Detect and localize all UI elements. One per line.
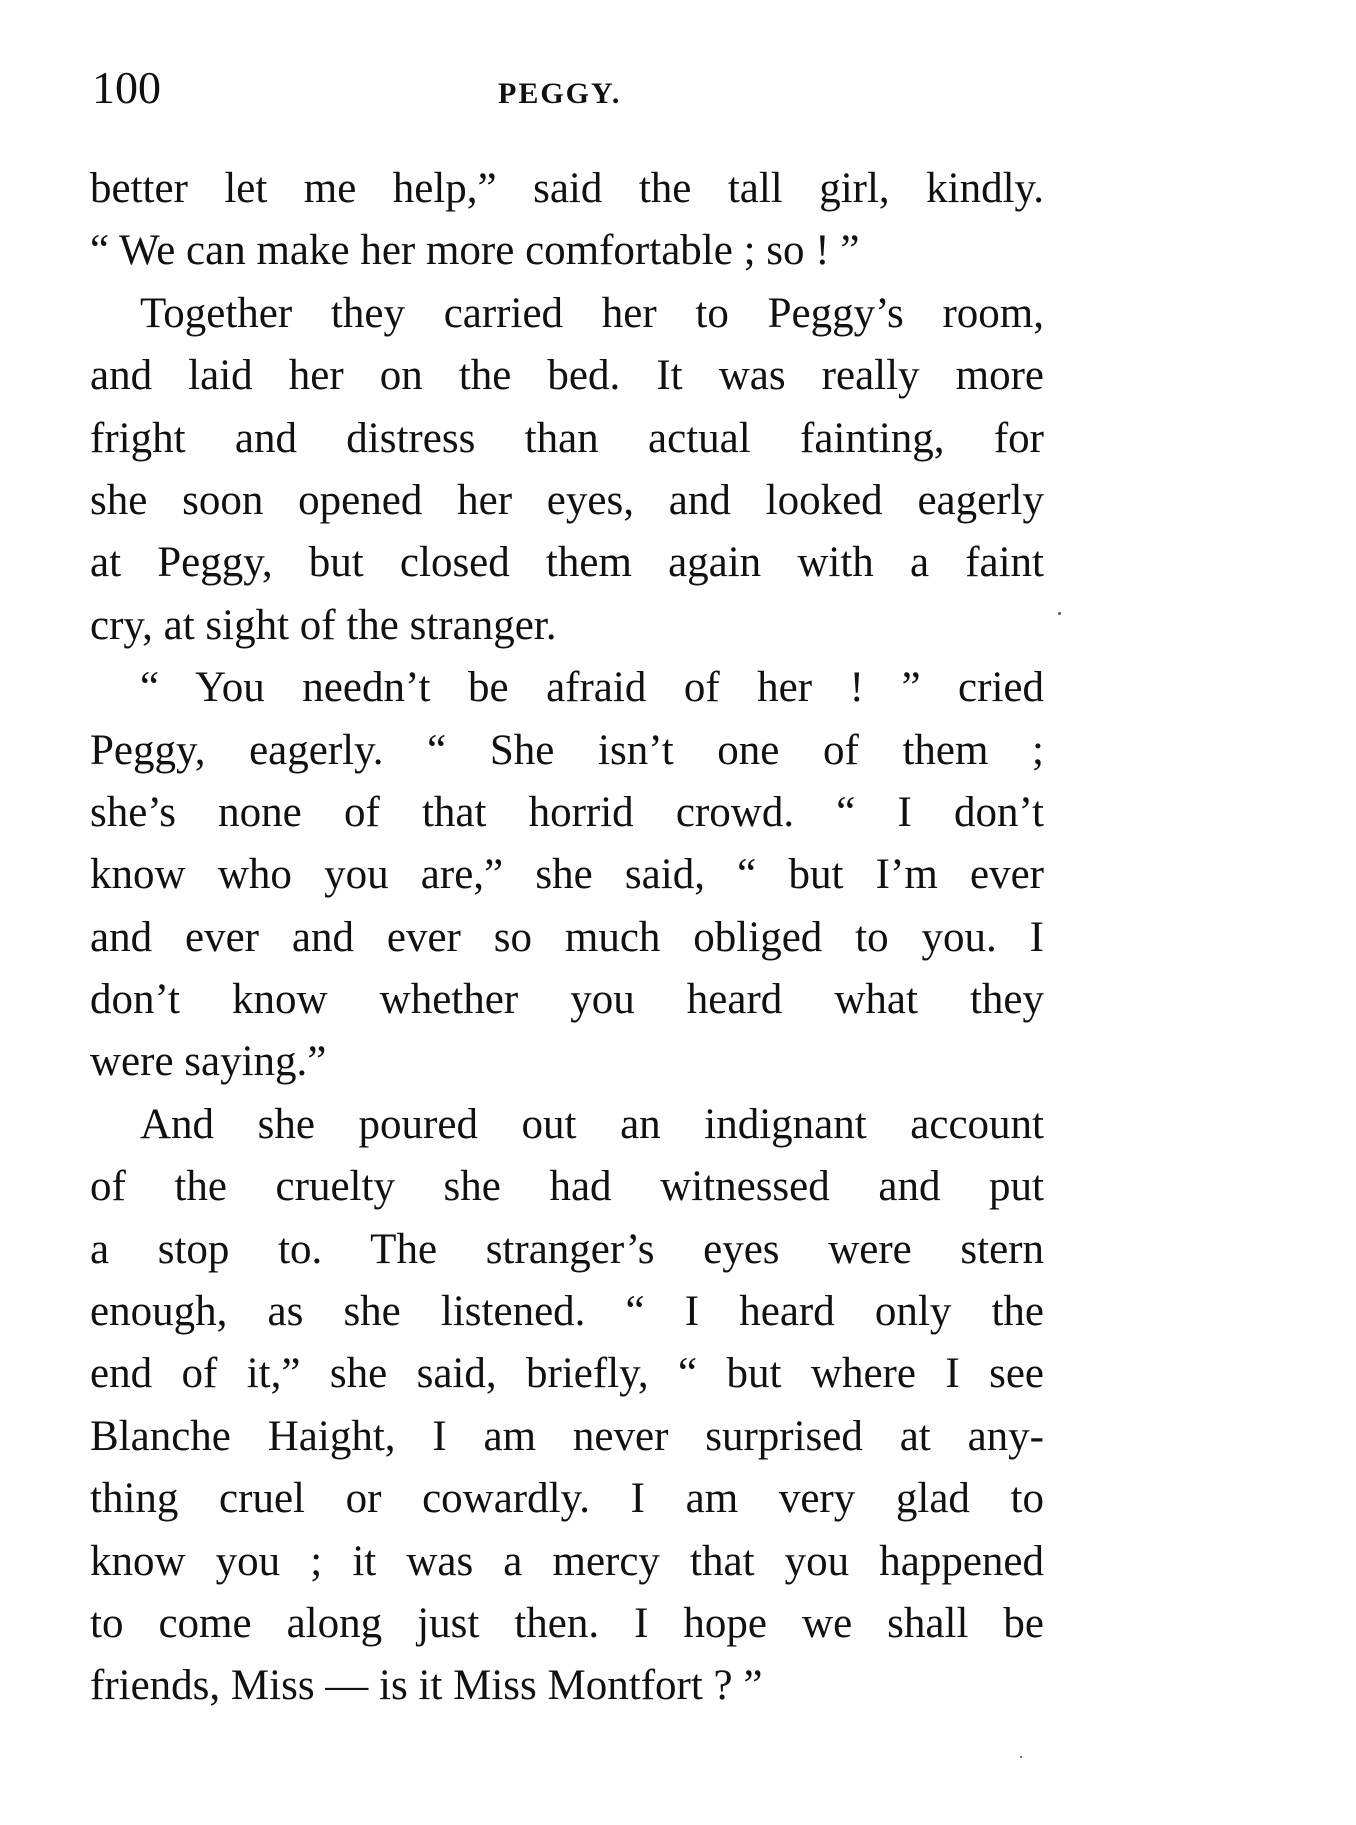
text-line: cry, at sight of the stranger. xyxy=(90,601,557,649)
text-line: “ You needn’t be afraid of her ! ” cried xyxy=(140,664,1044,712)
text-line: know who you are,” she said, “ but I’m ever xyxy=(90,851,1044,899)
text-line: fright and distress than actual fainting, for xyxy=(90,414,1044,462)
body-text xyxy=(90,158,1044,1718)
page-header xyxy=(92,58,1052,118)
text-line: and ever and ever so much obliged to you. I xyxy=(90,913,1044,961)
text-line: Blanche Haight, I am never surprised at any- xyxy=(90,1412,1044,1460)
text-line: at Peggy, but closed them again with a faint xyxy=(90,539,1044,587)
text-line: she soon opened her eyes, and looked eagerly xyxy=(90,476,1044,524)
text-line: she’s none of that horrid crowd. “ I don’t xyxy=(90,788,1044,836)
page-number: 100 xyxy=(92,62,161,113)
text-line: friends, Miss — is it Miss Montfort ? ” xyxy=(90,1662,763,1710)
text-line: Together they carried her to Peggy’s room, xyxy=(140,289,1044,337)
text-line: a stop to. The stranger’s eyes were stern xyxy=(90,1225,1044,1273)
text-line: don’t know whether you heard what they xyxy=(90,976,1044,1024)
text-line: “ We can make her more comfortable ; so ! ” xyxy=(90,227,860,275)
text-line: and laid her on the bed. It was really more xyxy=(90,352,1044,400)
text-line: thing cruel or cowardly. I am very glad to xyxy=(90,1475,1044,1523)
text-line: of the cruelty she had witnessed and put xyxy=(90,1163,1044,1211)
text-line: to come along just then. I hope we shall be xyxy=(90,1599,1044,1647)
text-line: were saying.” xyxy=(90,1038,327,1086)
text-line: Peggy, eagerly. “ She isn’t one of them ; xyxy=(90,726,1044,774)
text-line: And she poured out an indignant account xyxy=(140,1100,1044,1148)
print-speck xyxy=(1020,1756,1022,1758)
text-line: enough, as she listened. “ I heard only the xyxy=(90,1288,1044,1336)
running-head: PEGGY. xyxy=(498,77,622,110)
text-line: know you ; it was a mercy that you happened xyxy=(90,1537,1044,1585)
text-line: end of it,” she said, briefly, “ but where I see xyxy=(90,1350,1044,1398)
text-line: better let me help,” said the tall girl, kindly. xyxy=(90,165,1044,212)
print-speck xyxy=(1058,612,1061,615)
